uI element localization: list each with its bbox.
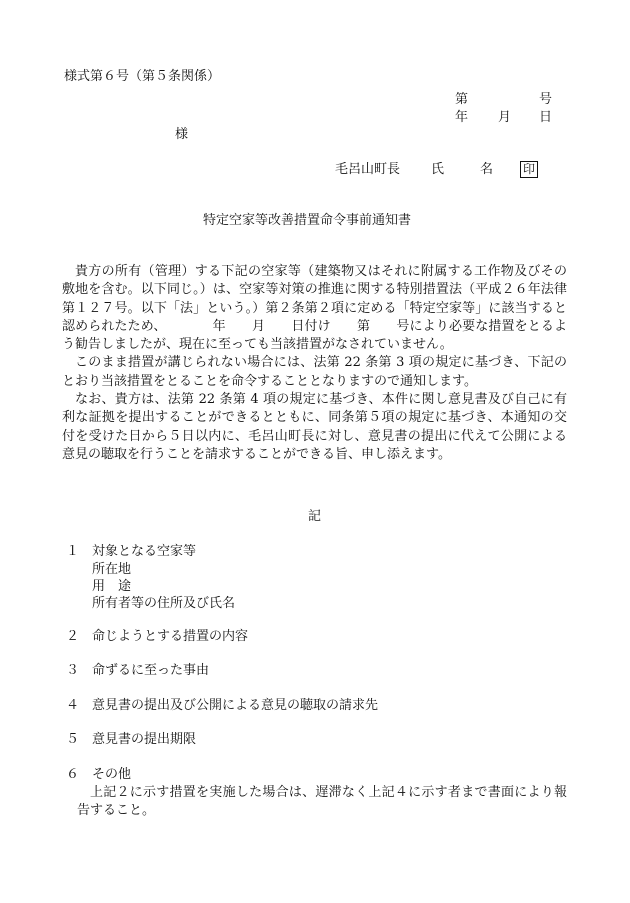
body-paragraph-1: 貴方の所有（管理）する下記の空家等（建築物又はそれに附属する工作物及びその敷地を含む。以下同じ。）は、空家等対策の推進に関する特別措置法（平成２６年法律第１２７号。以下「法」という。）第２条第２項に定める「特定空家等」に該当すると認められたため、 年 月 日付け 第 号により必要な措置をとるよう勧告しましたが、現在に至っても当該措置がなされていません。 (62, 264, 567, 353)
addressee-suffix: 様 (175, 127, 189, 142)
item-3-number: ３ (66, 663, 80, 678)
item-2-number: ２ (66, 629, 80, 644)
item-3-label: 命ずるに至った事由 (92, 663, 210, 678)
seal-mark (520, 161, 538, 178)
item-1-sub-location: 所在地 (92, 562, 132, 577)
body-paragraph-2: このまま措置が講じられない場合には、法第 22 条第 3 項の規定に基づき、下記のとおり当該措置をとることを命令することとなりますので通知します。 (62, 355, 567, 389)
item-6-note (77, 784, 567, 821)
date-month: 月 (498, 110, 512, 125)
issuer-name-mei: 名 (480, 162, 494, 177)
date-year: 年 (455, 110, 469, 125)
form-number: 様式第６号（第５条関係） (64, 69, 221, 84)
item-5-label: 意見書の提出期限 (92, 732, 197, 747)
item-1-number: １ (66, 544, 80, 559)
issuer-name-shi: 氏 (431, 162, 445, 177)
seal-label: 印 (520, 161, 538, 178)
item-4-label: 意見書の提出及び公開による意見の聴取の請求先 (92, 698, 379, 713)
doc-number-suffix: 号 (539, 92, 553, 107)
item-6-note-text: 上記２に示す措置を実施した場合は、遅滞なく上記４に示す者まで書面により報告すること。 (77, 785, 567, 819)
doc-number-prefix: 第 (455, 92, 469, 107)
document-title: 特定空家等改善措置命令事前通知書 (203, 213, 412, 228)
item-4-number: ４ (66, 698, 80, 713)
item-6-number: ６ (66, 767, 80, 782)
item-5-number: ５ (66, 732, 80, 747)
item-1-sub-owner: 所有者等の住所及び氏名 (92, 596, 236, 611)
date-day: 日 (539, 110, 553, 125)
issuer-title: 毛呂山町長 (335, 162, 401, 177)
item-6-label: その他 (92, 767, 132, 782)
body-text (62, 263, 567, 464)
body-paragraph-3: なお、貴方は、法第 22 条第 4 項の規定に基づき、本件に関し意見書及び自己に有利な証拠を提出することができるとともに、同条第５項の規定に基づき、本通知の交付を受けた日から５日以内に、毛呂山町長に対し、意見書の提出に代えて公開による意見の聴取を行うことを請求することができる旨、申し添えます。 (62, 392, 567, 462)
ki-heading: 記 (308, 509, 322, 524)
item-1-label: 対象となる空家等 (92, 544, 197, 559)
item-1-sub-use: 用 途 (92, 579, 132, 594)
item-2-label: 命じようとする措置の内容 (92, 629, 249, 644)
